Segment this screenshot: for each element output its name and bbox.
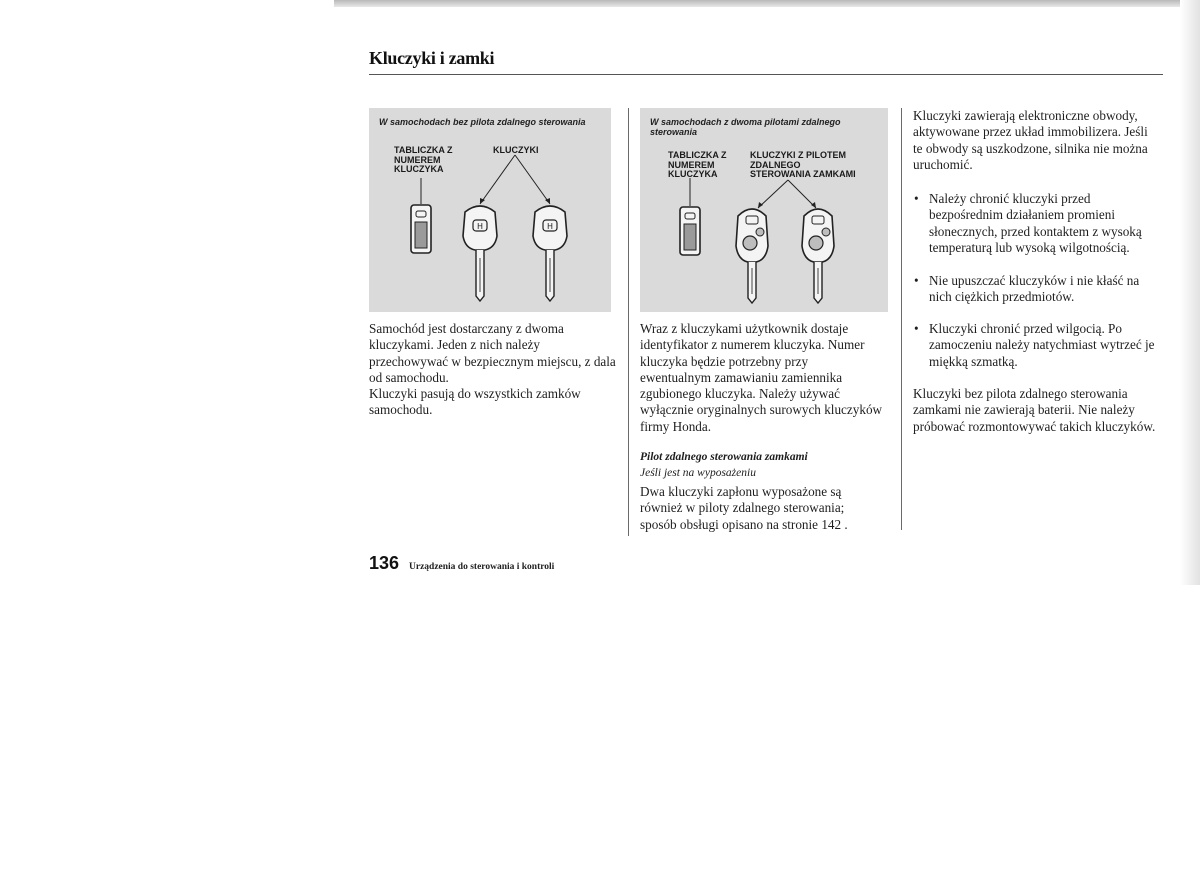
key-number-tag-icon xyxy=(411,205,431,253)
label-keys: KLUCZYKI xyxy=(493,145,539,155)
bullet-icon: • xyxy=(914,321,919,336)
bullet-item: • Należy chronić kluczyki przed bezpośrednim działaniem promieni słonecznych, przed kontaktem z wysoką temperaturą lub wysoką wilgotnością. xyxy=(914,191,1142,255)
remote-keys-illustration xyxy=(640,108,888,312)
remote-key-icon xyxy=(736,209,768,303)
column-divider-2 xyxy=(901,108,902,530)
col1-paragraph-2: Kluczyki pasują do wszystkich zamków samochodu. xyxy=(369,386,581,418)
svg-text:H: H xyxy=(476,222,484,231)
label-key-number-tag: TABLICZKA Z NUMEREM KLUCZYKA xyxy=(668,150,727,179)
key-number-tag-icon xyxy=(680,207,700,255)
column-divider-1 xyxy=(628,108,629,536)
remote-subnote: Jeśli jest na wyposażeniu xyxy=(640,467,756,479)
bullet-item: • Kluczyki chronić przed wilgocią. Po zamoczeniu należy natychmiast wytrzeć je miękką szmatką. xyxy=(914,321,1155,369)
scan-top-edge xyxy=(334,0,1200,7)
remote-subheading: Pilot zdalnego sterowania zamkami xyxy=(640,451,808,463)
key-icon xyxy=(463,206,497,301)
page-number: 136 xyxy=(369,553,400,573)
remote-key-icon xyxy=(802,209,834,303)
scan-right-edge xyxy=(1180,0,1200,585)
section-name: Urządzenia do sterowania i kontroli xyxy=(409,562,555,572)
label-remote-keys: KLUCZYKI Z PILOTEM ZDALNEGO STEROWANIA ZAMKAMI xyxy=(750,150,856,179)
col1-paragraph-1: Samochód jest dostarczany z dwoma kluczykami. Jeden z nich należy przechowywać w bezpiecznym miejscu, z dala od samochodu. xyxy=(369,321,616,385)
bullet-item: • Nie upuszczać kluczyków i nie kłaść na nich ciężkich przedmiotów. xyxy=(914,273,1140,305)
col2-paragraph: Wraz z kluczykami użytkownik dostaje identyfikator z numerem kluczyka. Numer kluczyka będzie potrzebny przy ewentualnym zamawianiu zamiennika zgubionego kluczyka. Należy używać wyłącznie oryginalnych surowych kluczyków firmy Honda. xyxy=(640,321,883,434)
key-icon xyxy=(533,206,567,301)
svg-text:H: H xyxy=(546,222,554,231)
figure-keys-without-remote xyxy=(369,108,611,312)
page-title: Kluczyki i zamki xyxy=(369,48,495,68)
col3-intro: Kluczyki zawierają elektroniczne obwody, aktywowane przez układ immobilizera. Jeśli te obwody są uszkodzone, silnika nie można uruchomić. xyxy=(913,108,1148,172)
figure-caption: W samochodach z dwoma pilotami zdalnego sterowania xyxy=(650,117,841,137)
keys-illustration xyxy=(369,108,611,312)
title-rule xyxy=(369,74,1163,75)
col3-outro: Kluczyki bez pilota zdalnego sterowania zamkami nie zawierają baterii. Nie należy próbować rozmontowywać takich kluczyków. xyxy=(913,386,1156,434)
bullet-icon: • xyxy=(914,273,919,288)
figure-caption: W samochodach bez pilota zdalnego sterowania xyxy=(379,117,586,127)
label-key-number-tag: TABLICZKA Z NUMEREM KLUCZYKA xyxy=(394,145,453,174)
figure-keys-with-remote xyxy=(640,108,888,312)
col2-remote-text: Dwa kluczyki zapłonu wyposażone są również w piloty zdalnego sterowania; sposób obsługi opisano na stronie 142 . xyxy=(640,484,848,532)
bullet-icon: • xyxy=(914,191,919,206)
